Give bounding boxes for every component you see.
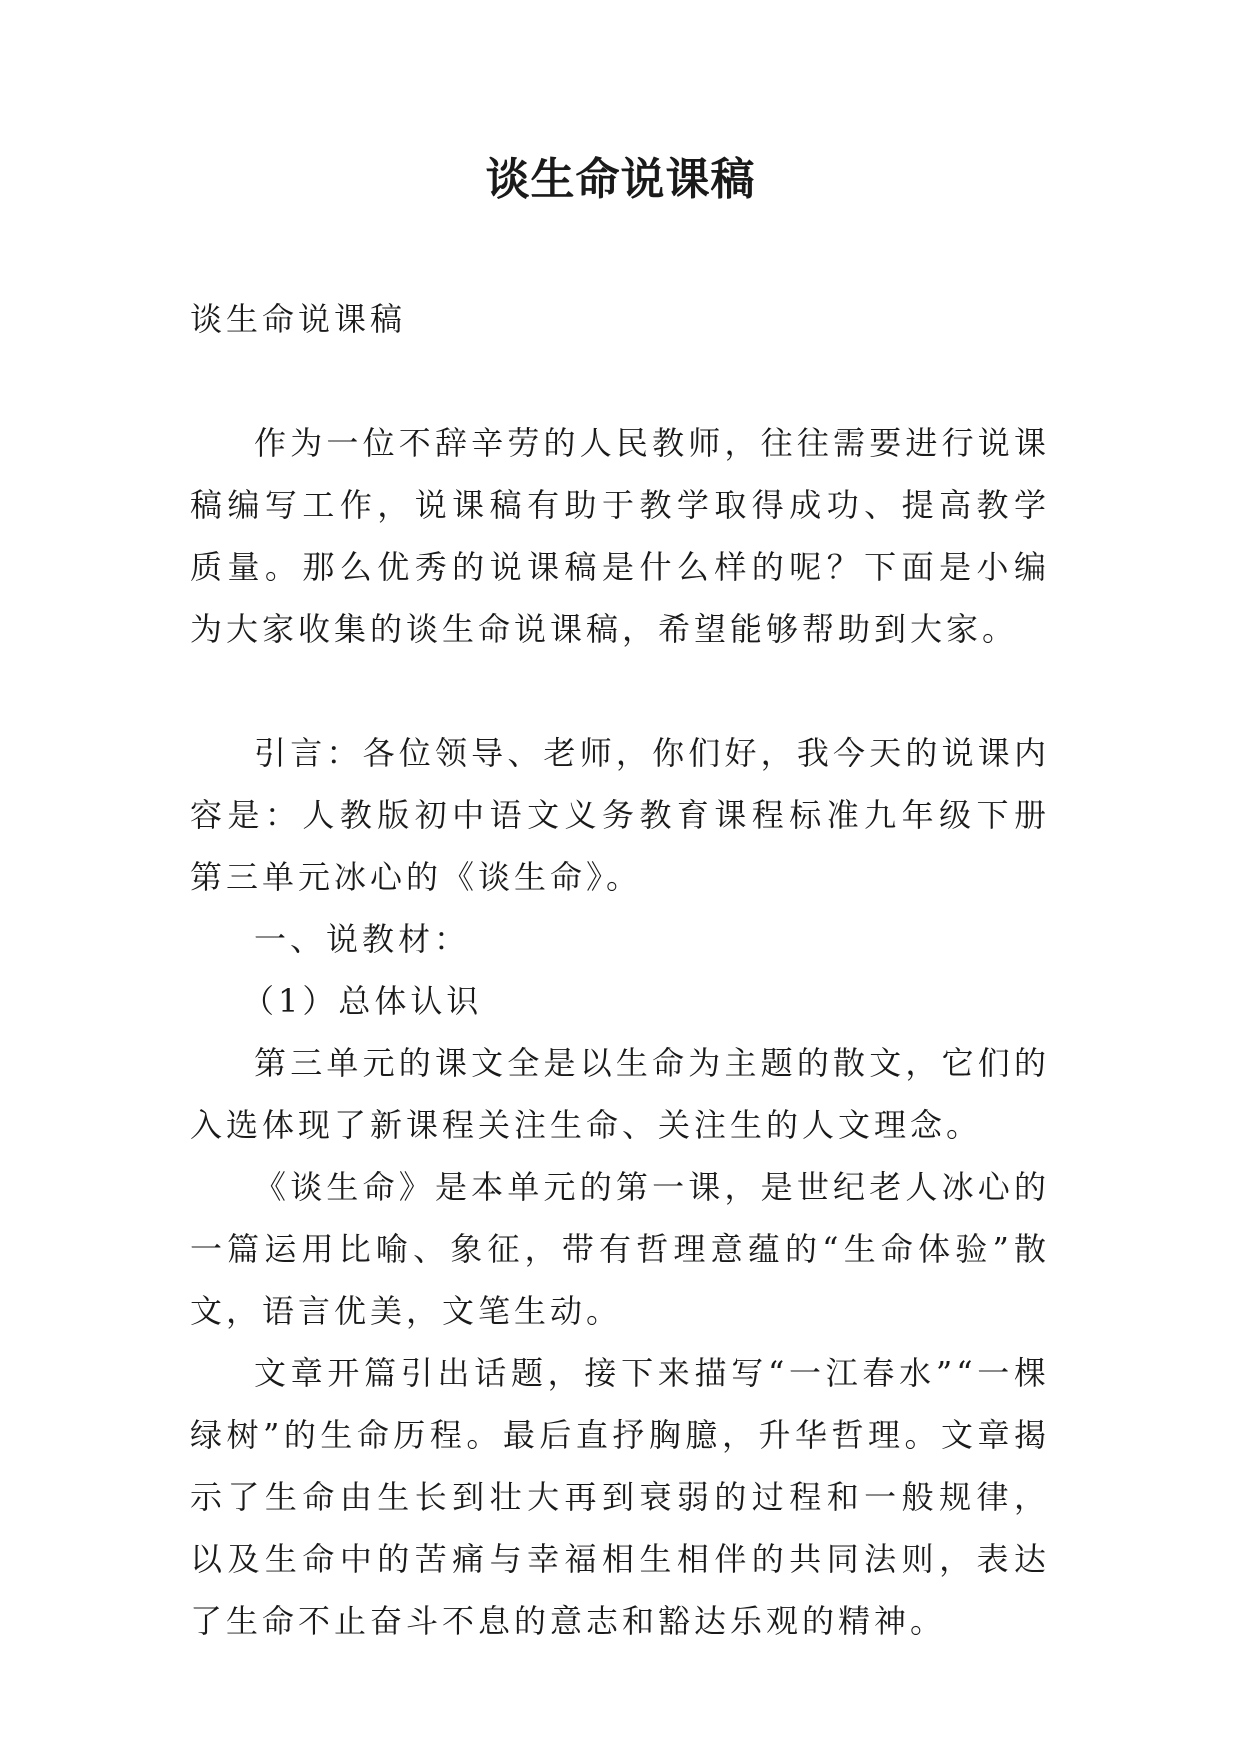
body-paragraph: 第三单元的课文全是以生命为主题的散文，它们的入选体现了新课程关注生命、关注生的人文理念。 bbox=[190, 1044, 1050, 1144]
body-paragraph: 《谈生命》是本单元的第一课，是世纪老人冰心的一篇运用比喻、象征，带有哲理意蕴的“生命体验”散文，语言优美，文笔生动。 bbox=[190, 1168, 1050, 1330]
subsection-heading-overview: （1）总体认识 bbox=[242, 982, 483, 1020]
section-heading-textbook: 一、说教材： bbox=[254, 920, 471, 958]
document-body bbox=[190, 288, 1050, 1652]
preface-paragraph: 引言：各位领导、老师，你们好，我今天的说课内容是：人教版初中语文义务教育课程标准九年级下册第三单元冰心的《谈生命》。 bbox=[190, 734, 1050, 896]
body-paragraph: 文章开篇引出话题，接下来描写“一江春水”“一棵绿树”的生命历程。最后直抒胸臆，升华哲理。文章揭示了生命由生长到壮大再到衰弱的过程和一般规律，以及生命中的苦痛与幸福相生相伴的共同法则，表达了生命不止奋斗不息的意志和豁达乐观的精神。 bbox=[190, 1354, 1050, 1640]
document-title: 谈生命说课稿 bbox=[485, 154, 756, 205]
subtitle-paragraph: 谈生命说课稿 bbox=[190, 300, 407, 338]
intro-paragraph: 作为一位不辞辛劳的人民教师，往往需要进行说课稿编写工作，说课稿有助于教学取得成功、提高教学质量。那么优秀的说课稿是什么样的呢？下面是小编为大家收集的谈生命说课稿，希望能够帮助到大家。 bbox=[190, 424, 1050, 648]
